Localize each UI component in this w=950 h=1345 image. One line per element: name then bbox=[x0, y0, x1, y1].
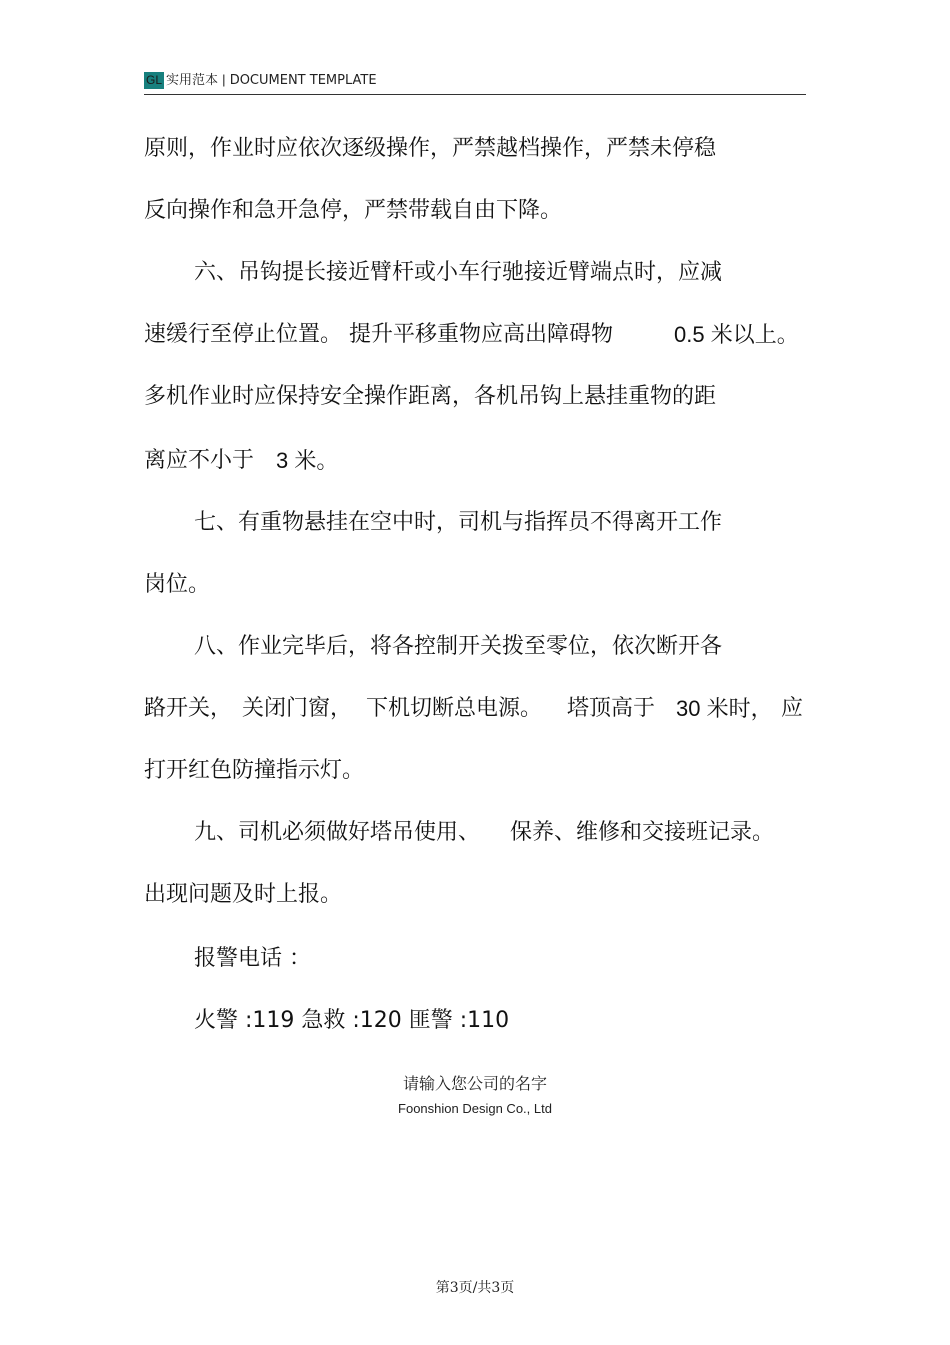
body-line bbox=[144, 320, 613, 350]
body-line: 六、吊钩提长接近臂杆或小车行驰接近臂端点时，应减 bbox=[194, 260, 723, 285]
footer-company-name: 请输入您公司的名字 bbox=[402, 1074, 547, 1093]
header-title bbox=[166, 71, 377, 90]
footer-company-english: Foonshion Design Co., Ltd bbox=[398, 1101, 552, 1116]
logo-icon: GL bbox=[145, 73, 162, 87]
body-segment: 塔顶高于 bbox=[567, 696, 656, 721]
header-separator: | bbox=[222, 72, 226, 87]
body-segment: 九、司机必须做好塔吊使用、 bbox=[194, 820, 481, 845]
body-line: 岗位。 bbox=[144, 572, 211, 597]
body-segment: 路开关， bbox=[144, 696, 233, 721]
body-line: 报警电话 ： bbox=[194, 946, 311, 971]
body-line: 多机作业时应保持安全操作距离，各机吊钩上悬挂重物的距 bbox=[144, 384, 717, 409]
body-segment: 3 米。 bbox=[276, 448, 339, 473]
body-line: 出现问题及时上报。 bbox=[144, 882, 343, 907]
page-number: 第3页/共3页 bbox=[435, 1280, 515, 1296]
body-segment: 离应不小于 bbox=[144, 448, 255, 473]
body-line: 八、作业完毕后，将各控制开关拨至零位，依次断开各 bbox=[194, 634, 723, 659]
body-segment: 下机切断总电源。 bbox=[366, 696, 543, 721]
body-segment: 0.5 米以上。 bbox=[674, 322, 799, 347]
body-line: 七、有重物悬挂在空中时，司机与指挥员不得离开工作 bbox=[194, 510, 723, 535]
body-segment: 30 米时， bbox=[676, 696, 773, 721]
document-header bbox=[144, 70, 806, 95]
body-segment: 关闭门窗， bbox=[242, 696, 353, 721]
body-line: 火警 :119 急救 :120 匪警 :110 bbox=[194, 1008, 510, 1033]
body-segment: 应 bbox=[781, 696, 804, 721]
header-title-cn: 实用范本 bbox=[166, 73, 219, 88]
body-line: 反向操作和急开急停，严禁带载自由下降。 bbox=[144, 198, 563, 223]
header-subtitle: DOCUMENT TEMPLATE bbox=[229, 73, 377, 88]
body-segment: 速缓行至停止位置。 提升平移重物应高出障碍物 bbox=[144, 322, 613, 347]
body-line: 打开红色防撞指示灯。 bbox=[144, 758, 365, 783]
body-segment: 保养、维修和交接班记录。 bbox=[510, 820, 775, 845]
body-line: 原则，作业时应依次逐级操作，严禁越档操作，严禁未停稳 bbox=[144, 136, 717, 161]
